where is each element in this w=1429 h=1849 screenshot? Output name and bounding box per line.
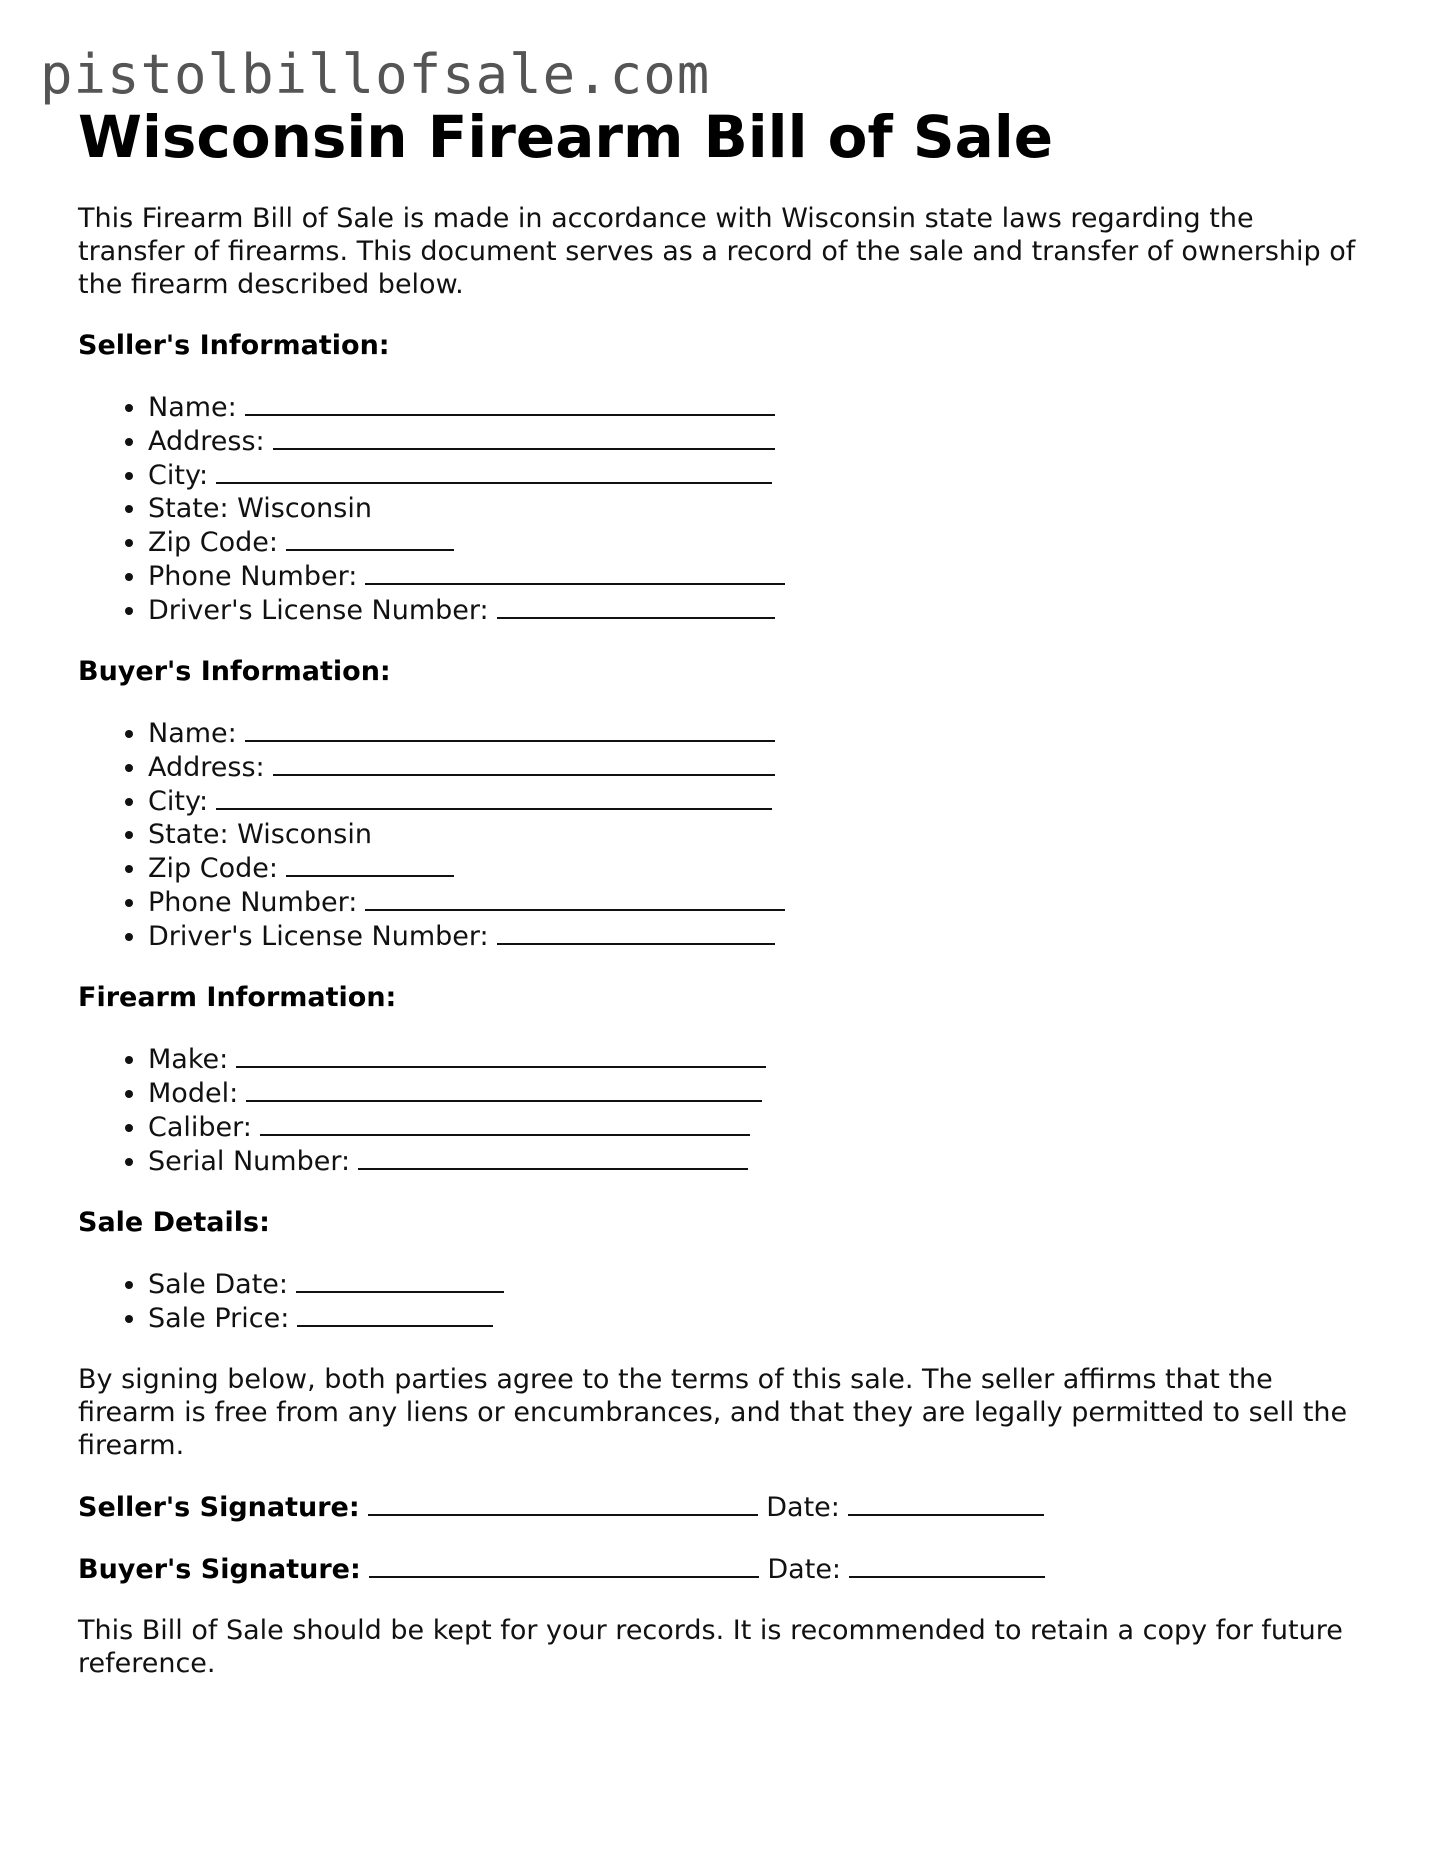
firearm-caliber-label: Caliber:: [148, 1112, 252, 1143]
firearm-section-heading: Firearm Information:: [78, 982, 397, 1013]
sale-section-heading: Sale Details:: [78, 1207, 270, 1238]
buyer-zip-label: Zip Code:: [148, 853, 278, 884]
buyer-signature-row: [78, 1552, 1368, 1586]
buyer-fields-list: [78, 716, 1368, 953]
seller-zip-label: Zip Code:: [148, 527, 278, 558]
firearm-serial-item: [148, 1144, 1368, 1178]
seller-city-label: City:: [148, 460, 209, 491]
firearm-make-label: Make:: [148, 1044, 229, 1075]
firearm-fields-list: [78, 1042, 1368, 1178]
document-page: [78, 96, 1368, 1680]
buyer-state-text: State: Wisconsin: [148, 819, 372, 850]
buyer-name-item: [148, 716, 1368, 750]
seller-city-field[interactable]: [216, 458, 772, 484]
buyer-section-heading: Buyer's Information:: [78, 656, 391, 687]
seller-license-item: [148, 593, 1368, 627]
buyer-name-label: Name:: [148, 718, 237, 749]
buyer-city-item: [148, 784, 1368, 818]
seller-address-item: [148, 424, 1368, 458]
agreement-paragraph: By signing below, both parties agree to the terms of this sale. The seller affirms that the firearm is free from any liens or encumbrances, and that they are legally permitted to sell the firearm.: [78, 1364, 1348, 1461]
seller-signature-field[interactable]: [368, 1490, 758, 1516]
buyer-name-field[interactable]: [245, 716, 775, 742]
buyer-state-item: [148, 818, 1368, 851]
sale-price-item: [148, 1301, 1368, 1335]
document-title: Wisconsin Firearm Bill of Sale: [78, 103, 1054, 171]
buyer-phone-item: [148, 885, 1368, 919]
buyer-address-label: Address:: [148, 752, 265, 783]
sale-date-item: [148, 1267, 1368, 1301]
seller-phone-field[interactable]: [365, 559, 785, 585]
seller-section-heading: Seller's Information:: [78, 330, 390, 361]
seller-name-field[interactable]: [245, 390, 775, 416]
buyer-address-item: [148, 750, 1368, 784]
firearm-caliber-item: [148, 1110, 1368, 1144]
buyer-zip-item: [148, 851, 1368, 885]
footer-note: This Bill of Sale should be kept for your records. It is recommended to retain a copy for future reference.: [78, 1615, 1343, 1679]
buyer-phone-field[interactable]: [365, 885, 785, 911]
firearm-caliber-field[interactable]: [260, 1110, 750, 1136]
sale-price-field[interactable]: [297, 1301, 493, 1327]
firearm-make-item: [148, 1042, 1368, 1076]
firearm-serial-field[interactable]: [358, 1144, 748, 1170]
intro-paragraph: This Firearm Bill of Sale is made in accordance with Wisconsin state laws regarding the transfer of firearms. This document serves as a record of the sale and transfer of ownership of the firearm described below.: [78, 203, 1356, 300]
buyer-signature-field[interactable]: [369, 1552, 759, 1578]
buyer-signature-date-field[interactable]: [849, 1552, 1045, 1578]
seller-state-text: State: Wisconsin: [148, 493, 372, 524]
buyer-license-field[interactable]: [497, 919, 775, 945]
buyer-signature-label: Buyer's Signature:: [78, 1554, 361, 1585]
buyer-address-field[interactable]: [273, 750, 775, 776]
seller-signature-label: Seller's Signature:: [78, 1492, 360, 1523]
site-watermark: pistolbillofsale.com: [40, 43, 711, 106]
firearm-model-item: [148, 1076, 1368, 1110]
buyer-city-field[interactable]: [216, 784, 772, 810]
buyer-license-item: [148, 919, 1368, 953]
seller-name-item: [148, 390, 1368, 424]
sale-fields-list: [78, 1267, 1368, 1335]
seller-signature-date-label: Date:: [766, 1492, 840, 1523]
sale-date-label: Sale Date:: [148, 1269, 289, 1300]
seller-license-field[interactable]: [497, 593, 775, 619]
buyer-city-label: City:: [148, 786, 209, 817]
firearm-serial-label: Serial Number:: [148, 1146, 351, 1177]
firearm-make-field[interactable]: [236, 1042, 766, 1068]
seller-phone-label: Phone Number:: [148, 561, 358, 592]
seller-state-item: [148, 492, 1368, 525]
firearm-model-field[interactable]: [246, 1076, 762, 1102]
sale-price-label: Sale Price:: [148, 1303, 290, 1334]
buyer-signature-date-label: Date:: [767, 1554, 842, 1585]
buyer-zip-field[interactable]: [286, 851, 454, 877]
seller-phone-item: [148, 559, 1368, 593]
sale-date-field[interactable]: [296, 1267, 504, 1293]
seller-address-label: Address:: [148, 426, 265, 457]
seller-fields-list: [78, 390, 1368, 627]
seller-city-item: [148, 458, 1368, 492]
seller-signature-row: [78, 1490, 1368, 1524]
seller-name-label: Name:: [148, 392, 237, 423]
seller-address-field[interactable]: [273, 424, 775, 450]
seller-zip-field[interactable]: [286, 525, 454, 551]
seller-signature-date-field[interactable]: [848, 1490, 1044, 1516]
buyer-phone-label: Phone Number:: [148, 887, 358, 918]
firearm-model-label: Model:: [148, 1078, 239, 1109]
seller-license-label: Driver's License Number:: [148, 595, 489, 626]
buyer-license-label: Driver's License Number:: [148, 921, 489, 952]
seller-zip-item: [148, 525, 1368, 559]
